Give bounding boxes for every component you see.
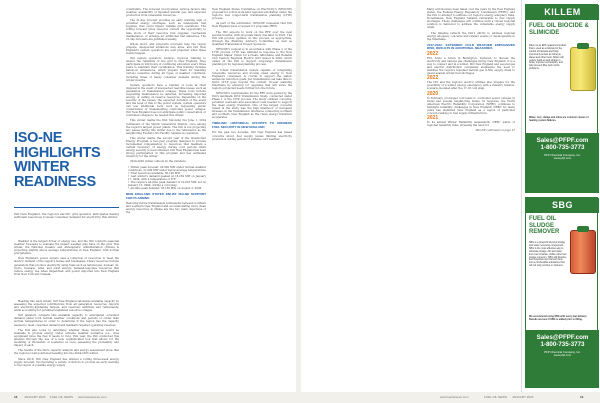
paragraph: ESI, hosts a forum in Burlington, Vermont, to discuss the electricity and natural gas challenges facing New England. It is a way to connect and in a winter, ISO New England and several gas and electric distribution companies emphasize the need to stabilize the region's liquefied natural gas (LNG) supply chain to guard against winter fuel shortages. [427,56,515,75]
paragraph: New England States Committee on Electricity's (NESCOE) proposal for a first-of-its-kind regional solicitation under the region's new longer-term transmission planning (LTTP) process. [212,8,292,21]
column-3 [212,8,292,390]
sbg-subtitle: FUEL OIL SLUDGE REMOVER [529,216,560,236]
paragraph: ISO planners compare this available capacity to anticipated consumer demand under both normal weather conditions and periods of colder than normal temperatures in order to determine if the region has the capacity needed to meet consumer demand and maintain required operating reserves. [14,314,119,327]
paragraph: The ISO expects to work on the RFP over the next several months, with proposals likely due later in 2025. The ISO will provide updates on this process, as appropriate, through the Planning Advisory Committee as well as Qualified Transmission Project Sponsors. [212,30,292,46]
continued-note: ISO-NE continued on page 27 [475,129,515,133]
paragraph: Since 2018, ISO New England has utilized a rolling three-week energy supply forecast, incorporating a variety of factors to provide an early warning to the region of possible energy supply [14,357,119,367]
killem-contact [526,133,599,193]
paragraph: This winter marks the first following the June 1, 2024 retirement of the Mystic Generation Station, once among the region's largest power plants. The ISO is not projecting any issues during this winter due to the retirement, as the neighboring Everett LNG Facility remains in operation. [126,119,206,135]
killem-bottle-icon [570,47,596,91]
left-website: www.fueloilnews.com [78,395,107,399]
phone-number: 1-800-735-3773 [540,144,585,151]
list-item: • Winter peak forecast: 20,300 MW under normal weather conditions, 21,000 MW under below-average temperatures [128,166,206,172]
advertisement [521,0,600,392]
list-item: • Total resources available: 30,190 MW [128,172,206,175]
sbg-ad [525,197,598,388]
page-footer [0,392,600,403]
killem-logo: KILLEM [526,5,599,20]
killem-description: Killem is an EPA registered product that is used as a biocide for the control of bacteria and fungi (commonly known as slime) in diesel and other fuels. Killem will reduce build-up and sludge in tanks, improve combustion, and help prevent filter and nozzle problems. [529,44,567,71]
column-4 [427,8,515,390]
email-link[interactable]: Sales@PFPF.com [536,137,589,144]
outlook-list [128,166,206,190]
paragraph: The ISO and the region's electric utilities also prepare for the possibility of a winter energy emergency with a industry mission, scenario-modeled after the 17-18 cold snap. [427,81,515,91]
company-name: PFP Chemical Company, Inc. [544,350,581,354]
paragraph: A robust transmission system capable of integrating renewable resources and moving clean energy to New England's consumers is crucial to support the states' emissions reduction goals, but transmission can take time to build. LTTP goes beyond the current 10-year planning timeframe by allowing for upgrades that will serve the region's projected needs further into the future. [212,68,292,90]
paragraph: constraints. The forecast incorporates various factors like weather, availability of liquefied natural gas, and expected production from renewable resources. [126,8,206,18]
right-issue-date: JANUARY 2025 [512,395,534,399]
article-lead: ISO New England, the region's electric grid operator, anticipates having sufficient resources to meet consumer demand for electricity this winter. [14,212,119,220]
sbg-contact [526,330,599,388]
timeline-year: 2022 [427,50,439,57]
paragraph: Heading into each winter, ISO New England calculates available capacity by assessing the expected contributions from all generation resources, imports and electricity-lightening targets, and reserves; additions and retirements; while accounting for potential unplanned resource outages. [14,300,119,313]
sbg-bottle-icon [570,230,596,274]
company-name: PFP Chemical Company, Inc. [544,153,581,157]
article-headline: ISO-NE HIGHLIGHTS WINTER READINESS [14,130,101,190]
paragraph: 2024-2025 winter outlook by the numbers: [130,160,187,164]
paragraph: NESCOE's requirements for the RFP were guided by the ISO's landmark 2050 Transmission Study, conducted under Phase 1 of the LTTP process. The study outlined concerns, potential overloads and associated costs needed to support the clean energy transition. One of the largest concerns raised in the study was the high likelihood of increased stresses on the transmission interfaces connecting northern and southern New England as the clean energy transition accelerates. [212,92,292,120]
website-link[interactable]: www.pfpf.com [553,353,572,358]
left-publication: FUEL OIL NEWS [50,395,73,399]
section-heading: 2017-2022: EXTENDED COLD WEATHER EMPHASIZES RISK, RESULTS IN ADDITIONAL MEASURES [427,42,515,51]
paragraph: As part of the solicitation, NESCOE requested that ISO New England issue a request for proposals (RFP). [212,22,292,29]
list-item: • All-time peak demand: 28,130 MW, on August 2, 2006 [128,187,206,190]
paragraph: For the past two decades, ISO New England has raised concerns about fuel supply issues limiting electricity production during periods of extreme cold weather. [212,131,292,141]
paragraph: The 21-day forecast provides an early warning sign of potential energy shortages, such as inadequate fuel supplies, that could impact reliable grid operations. The rolling forecast gives resource owners the opportunity to take stock of their resource fuel supplies, reschedule maintenance, or arrange for additional fuel deliveries. The 21-day forecasts are published weekly. [126,19,206,41]
timeline-year: 2020 [427,90,439,97]
section-heading: NEW ENGLAND STATES ENLIST ISO-NE SUPPORT FOR PLANNING [126,192,206,200]
killem-ad [525,4,598,193]
sbg-note: We recommend using SBG with every fuel delivery. Results are best if SBG is added prior to filling. [529,315,588,321]
paragraph: ISO system operators undergo rigorous training to ensure the reliability of the grid in New England. They participate in 200 hours of continuing education every three years to maintain their certification. This training includes hands-on simulations, which prepare them for handling various scenarios during all types of weather conditions, including times of heavy consumer demand during the winter months. [126,57,206,82]
paragraph: In its annual Winter Reliability Assessment, NERC warns of regional reliability risks, stressing the need for [427,121,515,128]
paragraph: Many actions have been taken over the years by the New England states, the Federal Energy Regulatory Commission (FERC), and the ISO to attempt to address our region's energy adequacy risks. Nonetheless, New England remains vulnerable to fuel supply shortages. These challenges will continue until a robust regional solution is delivered to address the vulnerable energy supply chain. [427,8,515,30]
section-heading: TIMELINE: HISTORICAL EFFORTS TO ADDRESS FUEL SECURITY IN NEW ENGLAND [212,121,292,129]
paragraph: In February, prolonged cold leads to controlled power outages in Texas and several neighboring states. In response, the North American Electric Reliability Corporation (NERC) continues to highlight reliability challenges in New England. NERC for many years has identified New England as a region of particular concern relating to fuel supply infrastructure. [427,96,515,115]
website-link[interactable]: www.pfpf.com [553,156,572,161]
left-page-number: 18 [14,395,18,399]
column-1-lower [14,240,119,278]
sbg-description: SBG is a powerful blend of sludge and water removing compounds. SBG is the most effective way to eliminate sludge, dirt and water from fuel oil tanks. Unlike other fuel sludge removers, SBG will dissolve fuel impurities and convert them into a combustible substance that will not clog nozzles or strainers. [529,241,567,268]
paragraph: The results of the ISO's capacity analysis and energy assessment show that the region is well-positioned heading into the 2024-2025 winter. [14,349,119,356]
right-publication: FUEL OIL NEWS [484,395,507,399]
paragraph: The ISO also looks to determine whether these resources would be available to provide energy under extreme weather scenarios (i.e., does equipment have the fuel it needs to run). This year, the ISO conducted this analysis through the use of a new, sophisticated tool that allows for the modeling of thousands of scenarios at once, assessing the probability and impact of each. [14,328,119,347]
list-item: • The region's all-time peak demand is 22,818 MW, set on January 15, 2004, during a cold snap. [128,181,206,187]
left-issue-date: JANUARY 2025 [24,395,46,399]
paragraph: System operators have a number of tools at their disposal in the event of unexpected real-time issues, such as generation or transmission outages. These tools include requesting maintenance be deferred, increasing imported energy, or calling on reserve resources. Depending on the severity of the issues, the expected duration of the event and the level of risk to the power system, system operators can use additional tools such as requesting public conservation or implementing controlled power outages. ISO New England does not anticipate public conservation or controlled outages to be needed this winter. [126,83,206,118]
paragraph: Weather is the largest driver of energy use, and the ISO conducts seasonal weather forecasts to evaluate the impact weather may have on the grid. This winter, the National Oceanic and Atmospheric Administration (NOAA) is projecting slightly above average temperatures in New England, with normal precipitation. [14,240,119,256]
left-page [0,0,296,392]
paragraph: Whole short- and long-term forecasts help the region prepare, unexpected situations may arise, and ISO New England's system operators are well prepared when these events happen. [126,42,206,55]
list-item: • Last winter's demand peaked at 18,259 MW on January 17, 2024, with a temperature of 8°F. [128,175,206,181]
column-1-bottom [14,300,119,390]
timeline-year: 2021 [427,115,439,122]
headline-rule [14,207,119,208]
phone-number: 1-800-735-3773 [540,341,585,348]
email-link[interactable]: Sales@PFPF.com [536,334,589,341]
sbg-logo: SBG [526,198,599,213]
right-page-number: 19 [580,395,584,399]
paragraph: New England's power system uses a collection of resources to meet the electric demand of the region's homes and businesses. These resources include generators that produce electricity using fuels such as natural gas, nuclear, oil, hydro, biomass, wind, and solar energy; demand-response resources that reduce energy use when dispatched; and power imported into New England from New York and Canada. [14,257,119,276]
timeline-year: 2022 [427,75,439,82]
paragraph: NESCOE's request is in accordance with Phase 2 of the LTTP process. LTTP was initiated in response to the New England States' Vision for a Clean, Affordable, and Reliable 21st Century Regional Electric Grid issued in 2020, which called on the ISO to support long-range transmission planning in its regional planning process. [212,48,292,67]
killem-subtitle: FUEL OIL BIOCIDE & SLIMICIDE [529,23,589,36]
killem-note: Water, rust, sludge and slime are common causes of heating system failures. [529,116,589,122]
column-2 [126,8,206,390]
right-website: www.fueloilnews.com [440,395,469,399]
paragraph: Reducing future transmission bottlenecks between northern and southern New England and accommodating more clean energy resources in Maine are the two main objectives of the [126,202,206,215]
paragraph: This winter marks the second year of the Inventoried Energy Program, a two-year program designed to provide incremental compensation to resources that maintain a certain inventory of energy during cold periods when energy security is most stressed. ISO New England has seen strong participation in this program and has estimated inventory for the winter. [126,136,206,159]
paragraph: The timeline reflects the ISO's efforts to address regional energy adequacy concerns and related events or developments in the timeframe. [427,31,515,41]
